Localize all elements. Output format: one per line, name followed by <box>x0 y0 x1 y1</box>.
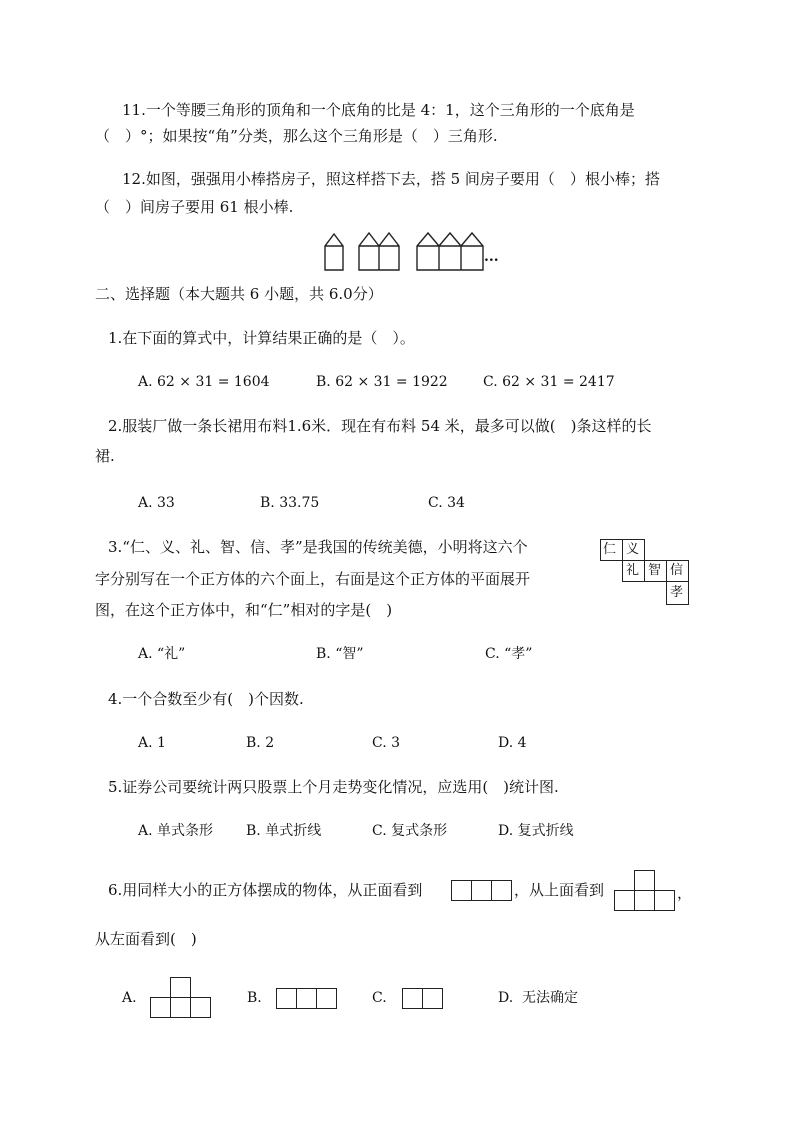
c2-option-a: A. 33 <box>138 495 175 511</box>
c6-option-d-text: 无法确定 <box>522 990 578 1006</box>
q11-line2: （ ）°；如果按“角”分类，那么这个三角形是（ ）三角形. <box>95 127 498 145</box>
c6-option-b-letter: B. <box>247 990 262 1006</box>
cube-net <box>600 539 692 607</box>
c3-option-b: B. “智” <box>316 646 364 662</box>
c2-option-c: C. 34 <box>428 495 465 511</box>
house-1 <box>325 234 343 270</box>
c6-option-c-figure <box>402 988 444 1010</box>
c1-option-b: B. 62 × 31 = 1922 <box>316 374 448 390</box>
c5-option-c: C. 复式条形 <box>372 823 448 839</box>
c5-stem: 5.证券公司要统计两只股票上个月走势变化情况，应选用( )统计图. <box>108 778 559 796</box>
front-view-figure <box>451 880 513 902</box>
c5-option-d: D. 复式折线 <box>498 823 574 839</box>
q11-line1: 11.一个等腰三角形的顶角和一个底角的比是 4：1，这个三角形的一个底角是 <box>122 101 635 119</box>
c6-option-d-letter: D. <box>498 990 514 1006</box>
c3-option-a: A. “礼” <box>138 646 186 662</box>
c3-option-c: C. “孝” <box>485 646 533 662</box>
c2-option-b: B. 33.75 <box>260 495 320 511</box>
q12-line1: 12.如图，强强用小棒搭房子，照这样搭下去，搭 5 间房子要用（ ）根小棒；搭 <box>122 170 660 188</box>
houses-ellipsis: ... <box>484 249 499 265</box>
c1-option-a: A. 62 × 31 = 1604 <box>138 374 270 390</box>
c1-option-c: C. 62 × 31 = 2417 <box>483 374 615 390</box>
net-face-ren: 仁 <box>603 542 617 557</box>
net-face-zhi: 智 <box>648 563 662 578</box>
net-face-xiao: 孝 <box>670 585 684 600</box>
c4-stem: 4.一个合数至少有( )个因数. <box>108 690 304 708</box>
c6-part2: ，从上面看到 <box>514 881 605 899</box>
c4-option-d: D. 4 <box>498 735 527 751</box>
net-face-yi: 义 <box>626 542 640 557</box>
house-2 <box>359 233 399 270</box>
c2-line1: 2.服装厂做一条长裙用布料1.6米．现在有布料 54 米，最多可以做( )条这样的长 <box>108 417 652 435</box>
c4-option-a: A. 1 <box>138 735 166 751</box>
c3-line1: 3.“仁、义、礼、智、信、孝”是我国的传统美德，小明将这六个 <box>108 538 528 556</box>
c3-line2: 字分别写在一个正方体的六个面上，右面是这个正方体的平面展开 <box>95 570 531 588</box>
top-view-figure <box>614 870 676 912</box>
c6-option-b-figure <box>276 988 338 1010</box>
c5-option-b: B. 单式折线 <box>246 823 322 839</box>
c6-part3: ， <box>677 884 693 902</box>
c4-option-c: C. 3 <box>372 735 401 751</box>
c6-option-c-letter: C. <box>372 990 387 1006</box>
c5-option-a: A. 单式条形 <box>138 823 214 839</box>
c4-option-b: B. 2 <box>246 735 275 751</box>
c6-line2: 从左面看到( ) <box>95 930 197 948</box>
q12-line2: （ ）间房子要用 61 根小棒. <box>95 198 294 216</box>
net-face-xin: 信 <box>670 563 684 578</box>
c6-part1: 6.用同样大小的正方体摆成的物体，从正面看到 <box>108 881 423 899</box>
section-heading: 二、选择题（本大题共 6 小题，共 6.0分） <box>95 285 383 303</box>
c6-option-a-letter: A. <box>122 990 137 1006</box>
c6-option-a-figure <box>150 977 212 1019</box>
c3-line3: 图，在这个正方体中，和“仁”相对的字是( ) <box>95 601 393 619</box>
houses-figure <box>320 226 510 272</box>
net-face-li: 礼 <box>626 563 640 578</box>
c2-line2: 裙. <box>95 447 115 465</box>
house-3 <box>417 233 483 270</box>
c1-stem: 1.在下面的算式中，计算结果正确的是（ ）。 <box>108 329 415 347</box>
